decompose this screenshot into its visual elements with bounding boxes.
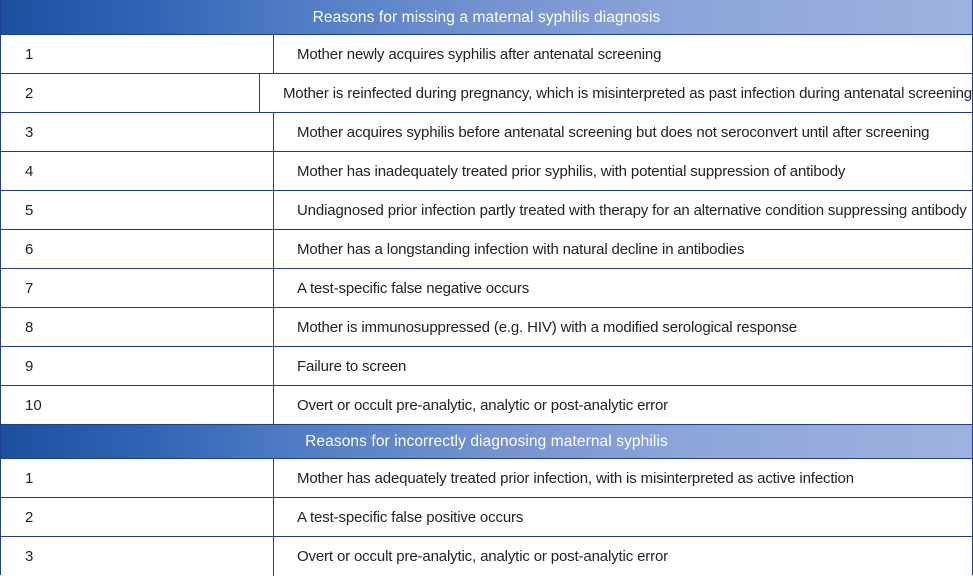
row-number: 8 (1, 308, 274, 346)
row-reason: Overt or occult pre-analytic, analytic or post-analytic error (297, 396, 668, 414)
table-row (1, 498, 972, 537)
table-row (1, 269, 972, 308)
table-row (1, 537, 972, 576)
section-title: Reasons for incorrectly diagnosing maternal syphilis (305, 432, 668, 450)
row-reason: Failure to screen (297, 357, 407, 375)
section-header-missing-diagnosis (1, 0, 972, 35)
row-number: 3 (1, 537, 274, 576)
section-title: Reasons for missing a maternal syphilis diagnosis (312, 8, 661, 26)
table-row (1, 191, 972, 230)
row-reason: Undiagnosed prior infection partly treated with therapy for an alternative condition suppressing antibody (297, 201, 967, 219)
row-number: 7 (1, 269, 274, 307)
table-row (1, 113, 972, 152)
row-reason: Overt or occult pre-analytic, analytic or post-analytic error (297, 548, 668, 565)
table-row (1, 230, 972, 269)
row-reason: Mother has inadequately treated prior syphilis, with potential suppression of antibody (297, 162, 846, 180)
row-number: 1 (1, 35, 274, 73)
row-number: 9 (1, 347, 274, 385)
table-row (1, 308, 972, 347)
row-reason: A test-specific false negative occurs (297, 279, 530, 297)
row-number: 3 (1, 113, 274, 151)
row-number: 4 (1, 152, 274, 190)
row-reason: Mother is reinfected during pregnancy, which is misinterpreted as past infection during antenatal screening (282, 84, 972, 102)
table-row (1, 459, 972, 498)
table-row (1, 386, 972, 425)
table-row (1, 152, 972, 191)
row-reason: Mother newly acquires syphilis after antenatal screening (297, 45, 662, 63)
row-number: 6 (1, 230, 274, 268)
row-reason: Mother has a longstanding infection with natural decline in antibodies (297, 240, 745, 258)
table-row (1, 35, 972, 74)
row-number: 5 (1, 191, 274, 229)
row-reason: Mother acquires syphilis before antenatal screening but does not seroconvert until after screening (297, 123, 930, 141)
section-header-incorrect-diagnosis (1, 425, 972, 459)
row-reason: Mother has adequately treated prior infection, with is misinterpreted as active infection (297, 469, 854, 487)
row-number: 1 (1, 459, 274, 497)
table-row (1, 347, 972, 386)
row-reason: A test-specific false positive occurs (297, 508, 524, 526)
row-number: 10 (1, 386, 274, 424)
row-number: 2 (1, 498, 274, 536)
table-row (1, 74, 972, 113)
row-reason: Mother is immunosuppressed (e.g. HIV) with a modified serological response (297, 318, 797, 336)
row-number: 2 (1, 74, 260, 112)
